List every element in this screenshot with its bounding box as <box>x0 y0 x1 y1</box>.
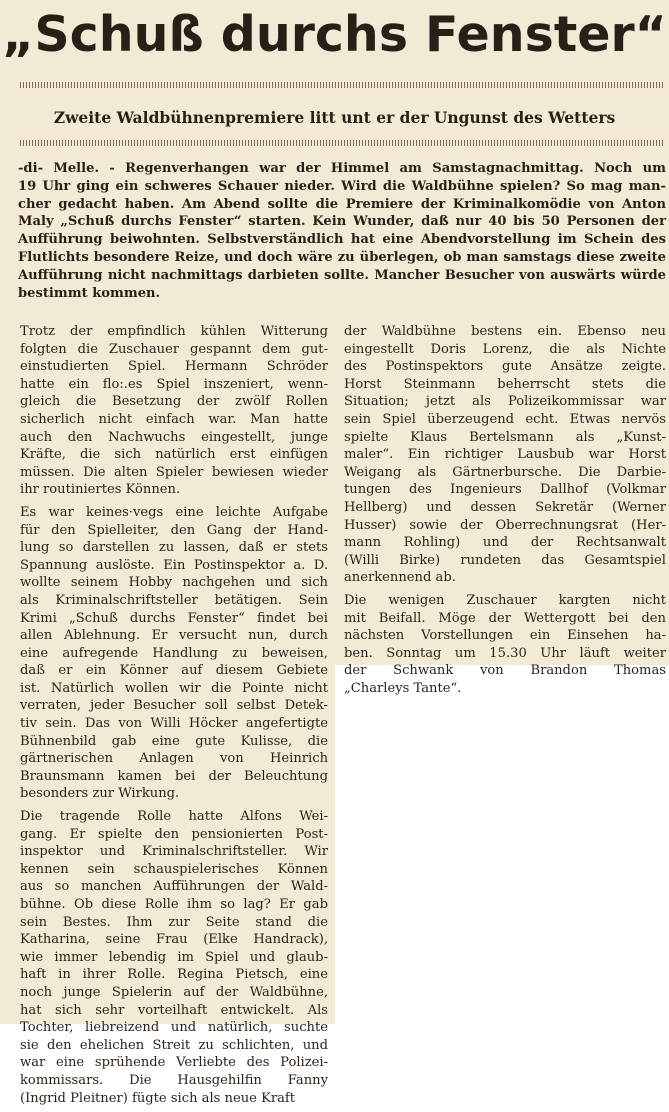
text-line: Spannung auslöste. Ein Postinspektor a. D. <box>20 557 328 573</box>
lead-line: Maly „Schuß durchs Fenster“ starten. Kein Wunder, daß nur 40 bis 50 Personen der <box>18 214 666 230</box>
text-line: haft in ihrer Rolle. Regina Pietsch, eine <box>20 967 328 983</box>
text-line: eingestellt Doris Lorenz, die als Nichte <box>344 341 666 357</box>
text-line: besonders zur Wirkung. <box>20 786 180 802</box>
article-paragraph <box>20 504 328 803</box>
text-line: ist. Natürlich wollen wir die Pointe nicht <box>20 680 328 696</box>
text-line: sie den ehelichen Streit zu schlichten, und <box>20 1037 328 1053</box>
text-line: lung so darstellen zu lassen, daß er stets <box>20 540 328 556</box>
text-line: gärtnerischen Anlagen von Heinrich <box>20 751 328 767</box>
article-paragraph <box>20 808 328 1107</box>
lead-line: bestimmt kommen. <box>18 285 161 301</box>
text-line: ben. Sonntag um 15.30 Uhr läuft weiter <box>344 645 666 661</box>
text-line: hat sich sehr vorteilhaft entwickelt. Als <box>20 1002 328 1018</box>
text-line: spielte Klaus Bertelsmann als „Kunst- <box>344 429 666 445</box>
text-line: Kräfte, die sich natürlich erst einfügen <box>20 447 328 463</box>
text-line: gang. Er spielte den pensionierten Post- <box>20 826 328 842</box>
article-column-1 <box>20 323 328 1112</box>
lead-paragraph <box>18 160 666 302</box>
text-line: sein Bestes. Ihm zur Seite stand die <box>20 914 328 930</box>
text-line: folgten die Zuschauer gespannt dem gut- <box>20 341 328 357</box>
text-line: der Waldbühne bestens ein. Ebenso neu <box>344 324 666 339</box>
text-line: daß er ein Könner auf diesem Gebiete <box>20 663 328 679</box>
text-line: eine aufregende Handlung zu beweisen, <box>20 645 328 661</box>
text-line: maler“. Ein richtiger Lausbub war Horst <box>344 447 666 463</box>
text-line: allen Ablehnung. Er versucht nun, durch <box>20 628 328 644</box>
text-line: der Schwank von Brandon Thomas <box>344 663 666 679</box>
text-line: noch junge Spielerin auf der Waldbühne, <box>20 984 328 1000</box>
subheadline: Zweite Waldbühnenpremiere litt unt er der Ungunst des Wetters <box>53 108 616 127</box>
article-column-2 <box>344 323 666 702</box>
text-line: mann Rohling) und der Rechtsanwalt <box>344 535 666 551</box>
text-line: aus so manchen Aufführungen der Wald- <box>20 879 328 895</box>
text-line: (Willi Birke) rundeten das Gesamtspiel <box>344 552 666 568</box>
text-line: Hellberg) und dessen Sekretär (Werner <box>344 499 666 515</box>
text-line: Braunsmann kamen bei der Beleuchtung <box>20 768 328 784</box>
text-line: nächsten Vorstellungen ein Einsehen ha- <box>344 628 666 644</box>
text-line: für den Spielleiter, den Gang der Hand- <box>20 522 328 538</box>
article-paragraph <box>344 323 666 587</box>
text-line: Bühnenbild gab eine gute Kulisse, die <box>20 733 328 749</box>
text-line: hatte ein flo:.es Spiel inszeniert, wenn- <box>20 376 328 392</box>
text-line: Husser) sowie der Oberrechnungsrat (Her- <box>344 517 666 533</box>
text-line: Tochter, liebreizend und natürlich, suchte <box>20 1020 328 1036</box>
headline: „Schuß durchs Fenster“ <box>2 6 667 63</box>
text-line: des Postinspektors gute Ansätze zeigte. <box>344 359 666 375</box>
text-line: sein Spiel überzeugend echt. Etwas nervös <box>344 411 666 427</box>
text-line: Situation; jetzt als Polizeikommissar war <box>344 394 666 410</box>
text-line: war eine sprühende Verliebte des Polizei- <box>20 1055 328 1071</box>
text-line: (Ingrid Pleitner) fügte sich als neue Kraft <box>20 1090 296 1106</box>
text-line: wollte seinem Hobby nachgehen und sich <box>20 575 328 591</box>
text-line: kommissars. Die Hausgehilfin Fanny <box>20 1072 328 1088</box>
text-line: anerkennend ab. <box>344 570 456 586</box>
text-line: wie immer lebendig im Spiel und glaub- <box>20 949 328 965</box>
text-line: Die wenigen Zuschauer kargten nicht <box>344 592 666 608</box>
text-line: tungen des Ingenieurs Dallhof (Volkmar <box>344 482 666 498</box>
text-line: auch den Nachwuchs eingestellt, junge <box>20 429 328 445</box>
text-line: gleich die Besetzung der zwölf Rollen <box>20 394 328 410</box>
lead-line: 19 Uhr ging ein schweres Schauer nieder. Wird die Waldbühne spielen? So mag man- <box>18 178 666 194</box>
article-paragraph <box>344 592 666 698</box>
bottom-rule <box>20 140 664 146</box>
lead-line: Aufführung nicht nachmittags darbieten sollte. Mancher Besucher von auswärts würde <box>18 267 666 283</box>
text-line: bühne. Ob diese Rolle ihm so lag? Er gab <box>20 897 328 912</box>
text-line: Horst Steinmann beherrscht stets die <box>344 376 666 392</box>
text-line: Krimi „Schuß durchs Fenster“ findet bei <box>20 610 328 626</box>
text-line: einstudierten Spiel. Hermann Schröder <box>20 359 328 375</box>
text-line: Trotz der empfindlich kühlen Witterung <box>20 324 328 339</box>
text-line: mit Beifall. Möge der Wettergott bei den <box>344 610 666 626</box>
text-line: Es war keines·vegs eine leichte Aufgabe <box>20 504 328 520</box>
text-line: Weigang als Gärtnerbursche. Die Darbie- <box>344 464 666 480</box>
lead-line: Aufführung beiwohnten. Selbstverständlich hat eine Abendvorstellung im Schein des <box>18 232 666 248</box>
text-line: sicherlich nicht einfach war. Man hatte <box>20 411 328 427</box>
text-line: als Kriminalschriftsteller betätigen. Sein <box>20 592 328 608</box>
lead-line: cher gedacht haben. Am Abend sollte die Premiere der Kriminalkomödie von Anton <box>18 196 666 212</box>
article-paragraph <box>20 323 328 499</box>
text-line: müssen. Die alten Spieler bewiesen wieder <box>20 464 328 480</box>
text-line: kennen sein schauspielerisches Können <box>20 861 328 877</box>
top-rule <box>20 82 664 88</box>
lead-line: Flutlichts besondere Reize, und doch wäre zu überlegen, ob man samstags diese zweite <box>18 249 666 265</box>
lead-line: -di- Melle. - Regenverhangen war der Himmel am Samstagnachmittag. Noch um <box>18 161 666 176</box>
text-line: Die tragende Rolle hatte Alfons Wei- <box>20 809 328 825</box>
text-line: „Charleys Tante“. <box>344 680 462 696</box>
text-line: tiv sein. Das von Willi Höcker angefertigte <box>20 716 328 732</box>
text-line: Katharina, seine Frau (Elke Handrack), <box>20 932 328 948</box>
text-line: inspektor und Kriminalschriftsteller. Wir <box>20 844 328 860</box>
text-line: verraten, jeder Besucher soll selbst Detek- <box>20 698 328 714</box>
text-line: ihr routiniertes Können. <box>20 482 181 498</box>
